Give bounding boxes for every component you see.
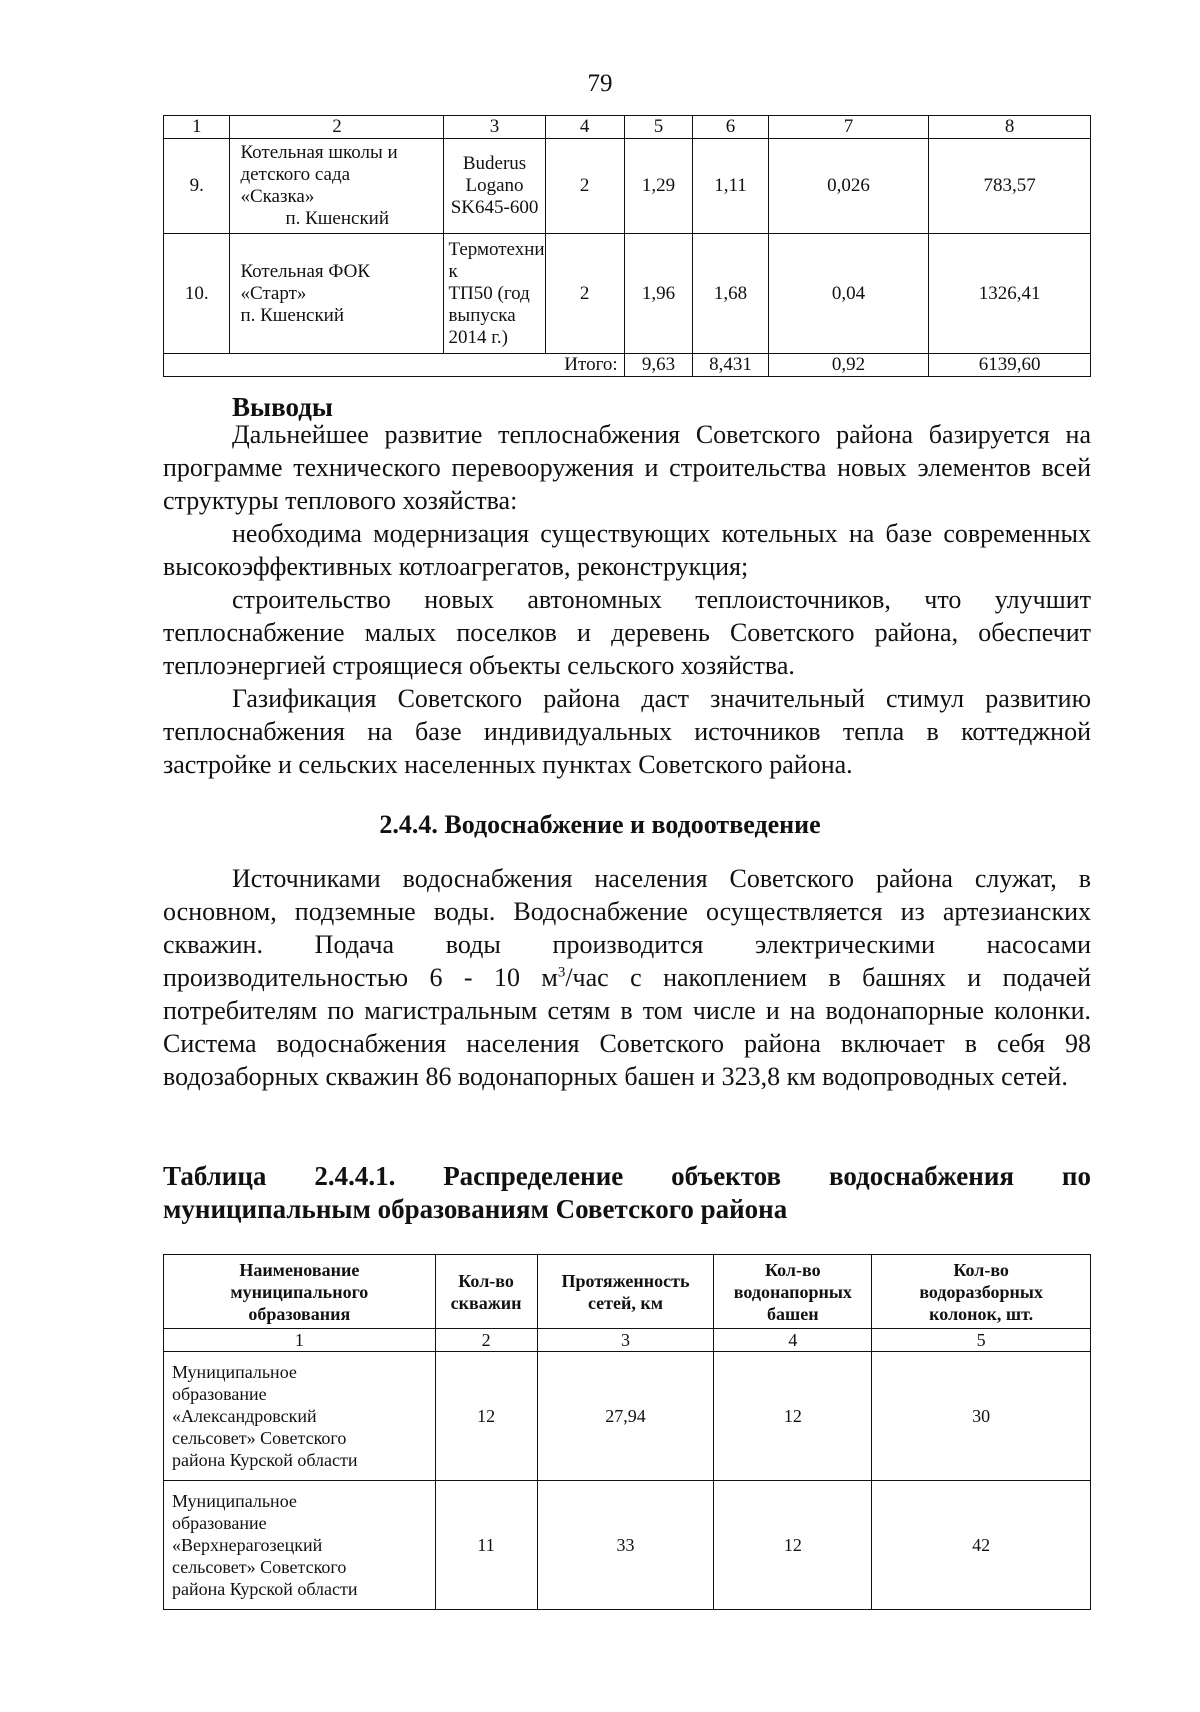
column-number: 5 bbox=[624, 116, 693, 139]
cell: 1,96 bbox=[624, 234, 693, 354]
text-line: образования bbox=[248, 1303, 351, 1324]
cell: 12 bbox=[435, 1352, 537, 1481]
paragraph bbox=[163, 583, 1091, 682]
header-cell bbox=[537, 1255, 714, 1329]
text-line: Протяженность bbox=[561, 1270, 690, 1291]
column-number: 1 bbox=[164, 116, 230, 139]
table-header-row bbox=[164, 116, 1091, 139]
text-line: скважин bbox=[450, 1292, 522, 1313]
cell: 1,68 bbox=[693, 234, 769, 354]
text-line: муниципального bbox=[230, 1281, 369, 1302]
text-line: Кол-во bbox=[765, 1259, 821, 1280]
text-line: района Курской области bbox=[172, 1450, 358, 1470]
text-line: образование bbox=[172, 1384, 267, 1404]
column-number: 1 bbox=[164, 1329, 436, 1352]
text-line: Муниципальное bbox=[172, 1362, 297, 1382]
text-line: сельсовет» Советского bbox=[172, 1557, 347, 1577]
paragraph bbox=[163, 517, 1091, 583]
cell: 12 bbox=[714, 1352, 872, 1481]
header-cell bbox=[164, 1255, 436, 1329]
text-line: Муниципальное bbox=[172, 1491, 297, 1511]
header-cell bbox=[714, 1255, 872, 1329]
paragraph-text: Дальнейшее развитие теплоснабжения Советского района базируется на программе технического перевооружения и строительства новых элементов всей структуры теплового хозяйства: bbox=[163, 420, 1091, 515]
paragraph-text: /час с накоплением в башнях и подачей потребителям по магистральным сетям в том числе и на водонапорные колонки. Система водоснабжения населения Советского района включает в себя 98 водозаборных скважин 86 водонапорных башен и 323,8 км водопроводных сетей. bbox=[163, 963, 1091, 1091]
caption-word: Таблица bbox=[163, 1161, 267, 1191]
table-header-row bbox=[164, 1255, 1091, 1329]
column-number: 4 bbox=[714, 1329, 872, 1352]
column-number: 7 bbox=[768, 116, 928, 139]
cell: 2 bbox=[545, 139, 624, 234]
row-number: 10. bbox=[164, 234, 230, 354]
text-line: башен bbox=[767, 1303, 819, 1324]
section-heading: 2.4.4. Водоснабжение и водоотведение bbox=[379, 810, 821, 839]
caption-word: Распределение bbox=[443, 1161, 624, 1191]
cell: 0,026 bbox=[768, 139, 928, 234]
caption-line bbox=[163, 1160, 1091, 1193]
paragraph bbox=[163, 862, 1091, 1093]
caption-line: муниципальным образованиям Советского района bbox=[163, 1194, 788, 1224]
text-line: Кол-во bbox=[953, 1259, 1009, 1280]
table-row bbox=[164, 139, 1091, 234]
column-number: 3 bbox=[444, 116, 545, 139]
column-number: 4 bbox=[545, 116, 624, 139]
cell: 42 bbox=[872, 1481, 1091, 1610]
text-line: «Александровский bbox=[172, 1406, 317, 1426]
text-line: 2014 г.) bbox=[448, 326, 508, 348]
text-line: «Верхнерагозецкий bbox=[172, 1535, 323, 1555]
caption-word: объектов bbox=[671, 1161, 782, 1191]
cell: 6139,60 bbox=[929, 354, 1091, 377]
municipality-name bbox=[164, 1352, 436, 1481]
caption-word: водоснабжения bbox=[828, 1161, 1015, 1191]
paragraph bbox=[163, 682, 1091, 781]
text-line: «Старт» bbox=[240, 282, 307, 304]
cell: 1326,41 bbox=[929, 234, 1091, 354]
cell: 9,63 bbox=[624, 354, 693, 377]
cell: 1,29 bbox=[624, 139, 693, 234]
column-number: 2 bbox=[435, 1329, 537, 1352]
text-line: сетей, км bbox=[587, 1292, 663, 1313]
cell: 0,92 bbox=[768, 354, 928, 377]
table-row bbox=[164, 234, 1091, 354]
paragraph-text: Газификация Советского района даст значительный стимул развитию теплоснабжения на базе индивидуальных источников тепла в коттеджной застройке и сельских населенных пунктах Советского района. bbox=[163, 684, 1091, 779]
municipality-name bbox=[164, 1481, 436, 1610]
paragraph bbox=[163, 418, 1091, 517]
total-row bbox=[164, 354, 1091, 377]
text-line: Котельная школы и bbox=[240, 142, 398, 163]
caption-word: по bbox=[1061, 1161, 1091, 1191]
text-line: Buderus bbox=[462, 153, 527, 174]
cell: 8,431 bbox=[693, 354, 769, 377]
text-line: водонапорных bbox=[733, 1281, 852, 1302]
text-line: ТП50 (год bbox=[448, 282, 530, 304]
cell: 2 bbox=[545, 234, 624, 354]
text-line: колонок, шт. bbox=[929, 1303, 1034, 1324]
column-number: 2 bbox=[230, 116, 444, 139]
cell: 12 bbox=[714, 1481, 872, 1610]
page-number: 79 bbox=[587, 70, 613, 97]
cell: 0,04 bbox=[768, 234, 928, 354]
table-row bbox=[164, 1352, 1091, 1481]
text-line: п. Кшенский bbox=[240, 304, 345, 326]
column-number: 8 bbox=[929, 116, 1091, 139]
cell: 1,11 bbox=[693, 139, 769, 234]
column-number: 3 bbox=[537, 1329, 714, 1352]
caption-word: 2.4.4.1. bbox=[314, 1161, 396, 1191]
equipment bbox=[444, 234, 545, 354]
text-line: сельсовет» Советского bbox=[172, 1428, 347, 1448]
text-line: Термотехни bbox=[448, 238, 545, 260]
text-line: Logano bbox=[465, 175, 524, 196]
conclusions-heading: Выводы bbox=[232, 392, 333, 422]
total-label: Итого: bbox=[164, 354, 625, 377]
text-line: «Сказка» bbox=[240, 186, 315, 207]
text-line: выпуска bbox=[448, 304, 516, 326]
boiler-name bbox=[230, 139, 444, 234]
table-row bbox=[164, 1481, 1091, 1610]
paragraph-text: необходима модернизация существующих котельных на базе современных высокоэффективных котлоагрегатов, реконструкция; bbox=[163, 519, 1091, 581]
row-number: 9. bbox=[164, 139, 230, 234]
cell: 11 bbox=[435, 1481, 537, 1610]
text-line: SK645-600 bbox=[450, 197, 539, 218]
text-line: водоразборных bbox=[919, 1281, 1043, 1302]
water-supply-table bbox=[163, 1254, 1091, 1610]
table-caption bbox=[163, 1160, 1091, 1226]
paragraph-text: строительство новых автономных теплоисточников, что улучшит теплоснабжение малых поселков и деревень Советского района, обеспечит теплоэнергией строящиеся объекты сельского хозяйства. bbox=[163, 585, 1091, 680]
boiler-name bbox=[230, 234, 444, 354]
text-line: района Курской области bbox=[172, 1579, 358, 1599]
column-number-row bbox=[164, 1329, 1091, 1352]
text-line: Наименование bbox=[239, 1259, 360, 1280]
text-line: Котельная ФОК bbox=[240, 260, 371, 282]
paragraph-text: Источниками водоснабжения населения Советского района служат, в основном, подземные воды. Водоснабжение осуществляется из артезианских скважин. Подача воды производится электрическими насосами производительностью 6 - 10 м bbox=[163, 864, 1091, 992]
cell: 30 bbox=[872, 1352, 1091, 1481]
header-cell bbox=[435, 1255, 537, 1329]
text-line: детского сада bbox=[240, 164, 351, 185]
text-line: Кол-во bbox=[458, 1270, 514, 1291]
text-line: образование bbox=[172, 1513, 267, 1533]
text-line: к bbox=[448, 260, 458, 282]
cell: 783,57 bbox=[929, 139, 1091, 234]
boiler-table bbox=[163, 115, 1091, 377]
text-line: п. Кшенский bbox=[285, 208, 390, 229]
column-number: 6 bbox=[693, 116, 769, 139]
cell: 33 bbox=[537, 1481, 714, 1610]
cell: 27,94 bbox=[537, 1352, 714, 1481]
superscript: 3 bbox=[557, 964, 566, 981]
header-cell bbox=[872, 1255, 1091, 1329]
equipment bbox=[444, 139, 545, 234]
column-number: 5 bbox=[872, 1329, 1091, 1352]
